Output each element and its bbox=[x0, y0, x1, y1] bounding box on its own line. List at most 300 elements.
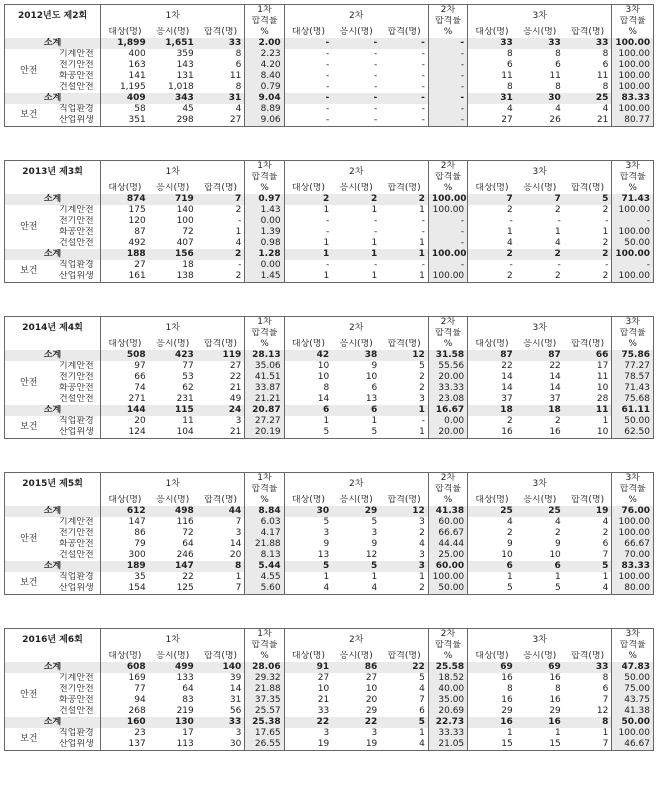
value-cell: 6 bbox=[602, 684, 609, 694]
table-row bbox=[5, 60, 654, 71]
value-cell: 10 bbox=[284, 361, 332, 372]
value-cell: 6 bbox=[602, 539, 609, 549]
table-row bbox=[5, 115, 654, 127]
value-cell: 116 bbox=[176, 517, 194, 527]
value-cell: 41.38 bbox=[428, 506, 467, 517]
value-cell: 16 bbox=[468, 717, 516, 728]
row-label: 전기안전 bbox=[58, 684, 94, 694]
rate-unit: % bbox=[428, 495, 467, 506]
subtotal-row bbox=[5, 38, 654, 49]
value-cell: - bbox=[428, 60, 467, 71]
column-header: 대상(명) bbox=[284, 339, 332, 350]
value-cell: 2 bbox=[555, 205, 561, 215]
rate-unit: % bbox=[612, 339, 654, 350]
rate-unit: % bbox=[428, 339, 467, 350]
value-cell: 3 bbox=[419, 394, 425, 404]
value-cell: 104 bbox=[149, 427, 197, 439]
row-label: 기계안전 bbox=[58, 49, 94, 59]
value-cell: 21.21 bbox=[245, 394, 284, 405]
row-label: 직업환경 bbox=[58, 728, 94, 738]
value-cell: 26.55 bbox=[245, 739, 284, 751]
value-cell: 2 bbox=[419, 383, 425, 393]
value-cell: 49 bbox=[229, 394, 242, 404]
column-header: 합격(명) bbox=[387, 651, 421, 661]
value-cell: 12 bbox=[380, 350, 428, 361]
row-label: 직업환경 bbox=[58, 416, 94, 426]
value-cell: 100.00 bbox=[428, 205, 467, 216]
round2-header: 2차 bbox=[284, 5, 428, 28]
value-cell: 10 bbox=[284, 372, 332, 383]
value-cell: 56 bbox=[229, 706, 242, 716]
value-cell: 22 bbox=[549, 361, 561, 371]
table-row bbox=[5, 71, 654, 82]
value-cell: 8 bbox=[284, 383, 332, 394]
value-cell: 2 bbox=[602, 238, 609, 248]
value-cell: 33 bbox=[284, 706, 332, 717]
table-row bbox=[5, 539, 654, 550]
value-cell: 37 bbox=[549, 394, 561, 404]
value-cell: 66.67 bbox=[428, 528, 467, 539]
value-cell: 35.06 bbox=[245, 361, 284, 372]
value-cell: 23.08 bbox=[428, 394, 467, 405]
value-cell: 1 bbox=[284, 416, 332, 427]
value-cell: - bbox=[428, 93, 467, 104]
value-cell: 8 bbox=[602, 82, 609, 92]
value-cell: 50.00 bbox=[612, 717, 654, 728]
value-cell: 5 bbox=[371, 517, 378, 527]
value-cell: 15 bbox=[468, 739, 516, 751]
value-cell: 4 bbox=[235, 104, 242, 114]
row-label: 화공안전 bbox=[58, 695, 94, 705]
block-title: 2015년 제5회 bbox=[5, 473, 101, 496]
value-cell: 1 bbox=[371, 572, 378, 582]
value-cell: 137 bbox=[101, 739, 149, 751]
column-header: 합격(명) bbox=[203, 183, 238, 193]
value-cell: 612 bbox=[101, 506, 149, 517]
year-table bbox=[4, 628, 654, 751]
round3-rate-label: 합격률 bbox=[612, 328, 654, 339]
value-cell: 14 bbox=[549, 372, 561, 382]
value-cell: 268 bbox=[101, 706, 149, 717]
row-label: 소계 bbox=[5, 561, 101, 572]
column-header: 대상(명) bbox=[101, 339, 149, 350]
round3-rate-label: 합격률 bbox=[612, 172, 654, 183]
value-cell: 343 bbox=[149, 93, 197, 104]
value-cell: 1 bbox=[419, 238, 425, 248]
value-cell: 5.44 bbox=[245, 561, 284, 572]
value-cell: 41.51 bbox=[245, 372, 284, 383]
value-cell: 16 bbox=[549, 695, 561, 705]
value-cell: 11 bbox=[596, 71, 609, 81]
value-cell: 25.58 bbox=[428, 662, 467, 673]
rate-unit: % bbox=[245, 651, 284, 662]
value-cell: 2 bbox=[468, 205, 516, 216]
value-cell: 2 bbox=[284, 194, 332, 205]
value-cell: 20 bbox=[365, 695, 378, 705]
column-header: 합격(명) bbox=[571, 495, 605, 505]
column-header: 대상(명) bbox=[468, 651, 516, 662]
round1-header: 1차 bbox=[101, 161, 245, 184]
value-cell: 2 bbox=[419, 528, 425, 538]
value-cell: 1 bbox=[468, 572, 516, 583]
value-cell: - bbox=[284, 227, 332, 238]
value-cell: 5 bbox=[516, 583, 564, 595]
value-cell: 22.73 bbox=[428, 717, 467, 728]
value-cell: 100.00 bbox=[612, 227, 654, 238]
value-cell: 8 bbox=[555, 82, 561, 92]
row-label: 소계 bbox=[5, 506, 101, 517]
table-row bbox=[5, 394, 654, 405]
value-cell: 100.00 bbox=[612, 572, 654, 583]
value-cell: 5 bbox=[564, 561, 612, 572]
table-row bbox=[5, 517, 654, 528]
round3-header: 3차 bbox=[468, 629, 612, 652]
value-cell: 16 bbox=[468, 673, 516, 684]
value-cell: 3 bbox=[284, 728, 332, 739]
value-cell: - bbox=[332, 115, 380, 127]
value-cell: - bbox=[284, 60, 332, 71]
value-cell: - bbox=[284, 115, 332, 127]
value-cell: - bbox=[612, 260, 654, 271]
value-cell: 0.98 bbox=[245, 238, 284, 249]
round1-rate-header: 1차 bbox=[245, 5, 284, 17]
value-cell: 175 bbox=[101, 205, 149, 216]
subtotal-row bbox=[5, 662, 654, 673]
value-cell: - bbox=[374, 82, 378, 92]
value-cell: 37.35 bbox=[245, 695, 284, 706]
value-cell: 1 bbox=[555, 728, 561, 738]
value-cell: 86 bbox=[332, 662, 380, 673]
row-label: 건설안전 bbox=[58, 706, 94, 716]
value-cell: 26 bbox=[516, 115, 564, 127]
value-cell: 20.19 bbox=[245, 427, 284, 439]
value-cell: 18 bbox=[468, 405, 516, 416]
value-cell: 498 bbox=[149, 506, 197, 517]
value-cell: 23 bbox=[101, 728, 149, 739]
value-cell: 66 bbox=[101, 372, 149, 383]
round3-rate-header: 3차 bbox=[612, 317, 654, 329]
value-cell: 18 bbox=[182, 260, 194, 270]
value-cell: 7 bbox=[197, 583, 245, 595]
value-cell: 1 bbox=[602, 227, 609, 237]
rate-unit: % bbox=[245, 339, 284, 350]
table-row bbox=[5, 695, 654, 706]
round3-rate-header: 3차 bbox=[612, 629, 654, 641]
value-cell: 25.57 bbox=[245, 706, 284, 717]
value-cell: 8 bbox=[235, 82, 242, 92]
value-cell: - bbox=[284, 71, 332, 82]
row-label: 기계안전 bbox=[58, 517, 94, 527]
value-cell: 100.00 bbox=[428, 271, 467, 283]
group-label: 안전 bbox=[5, 205, 53, 249]
rate-unit: % bbox=[612, 183, 654, 194]
value-cell: 66.67 bbox=[612, 539, 654, 550]
value-cell: 28.06 bbox=[245, 662, 284, 673]
round2-rate-header: 2차 bbox=[428, 629, 467, 641]
value-cell: 22 bbox=[468, 361, 516, 372]
value-cell: 47.83 bbox=[612, 662, 654, 673]
value-cell: 60.00 bbox=[428, 517, 467, 528]
value-cell: 2 bbox=[197, 249, 245, 260]
value-cell: 24 bbox=[197, 405, 245, 416]
value-cell: 9 bbox=[284, 539, 332, 550]
value-cell: 10 bbox=[365, 372, 378, 382]
subtotal-row bbox=[5, 194, 654, 205]
value-cell: 4 bbox=[468, 517, 516, 528]
value-cell: 13 bbox=[365, 394, 378, 404]
value-cell: - bbox=[421, 260, 425, 270]
round3-rate-header: 3차 bbox=[612, 161, 654, 173]
value-cell: 9 bbox=[371, 539, 378, 549]
column-header: 합격(명) bbox=[203, 651, 238, 661]
column-header: 합격(명) bbox=[203, 339, 238, 349]
value-cell: 160 bbox=[101, 717, 149, 728]
value-cell: 22 bbox=[380, 662, 428, 673]
value-cell: - bbox=[374, 260, 378, 270]
value-cell: 18 bbox=[516, 405, 564, 416]
round2-rate-header: 2차 bbox=[428, 473, 467, 485]
value-cell: 3 bbox=[235, 728, 242, 738]
column-header: 대상(명) bbox=[101, 495, 149, 506]
row-label: 기계안전 bbox=[58, 361, 94, 371]
row-label: 건설안전 bbox=[58, 394, 94, 404]
value-cell: 21 bbox=[229, 383, 242, 393]
value-cell: 91 bbox=[284, 662, 332, 673]
value-cell: 6 bbox=[419, 706, 425, 716]
value-cell: - bbox=[605, 260, 609, 270]
value-cell: 1 bbox=[371, 238, 378, 248]
value-cell: 16.67 bbox=[428, 405, 467, 416]
value-cell: 87 bbox=[468, 350, 516, 361]
value-cell: 8 bbox=[468, 49, 516, 60]
round3-header: 3차 bbox=[468, 473, 612, 496]
column-header: 응시(명) bbox=[156, 495, 190, 505]
value-cell: 7 bbox=[602, 550, 609, 560]
value-cell: 33 bbox=[564, 38, 612, 49]
value-cell: 169 bbox=[101, 673, 149, 684]
subtotal-row bbox=[5, 350, 654, 361]
value-cell: 21 bbox=[197, 427, 245, 439]
value-cell: 7 bbox=[419, 695, 425, 705]
value-cell: - bbox=[284, 104, 332, 115]
value-cell: 8 bbox=[555, 49, 561, 59]
value-cell: 5 bbox=[380, 717, 428, 728]
column-header: 합격(명) bbox=[387, 27, 421, 37]
table-row bbox=[5, 238, 654, 249]
row-label: 산업위생 bbox=[53, 271, 101, 283]
value-cell: 61.11 bbox=[612, 405, 654, 416]
table-row bbox=[5, 572, 654, 583]
value-cell: 14 bbox=[229, 539, 242, 549]
value-cell: 492 bbox=[101, 238, 149, 249]
value-cell: 31 bbox=[468, 93, 516, 104]
table-row bbox=[5, 583, 654, 595]
value-cell: - bbox=[428, 82, 467, 93]
value-cell: 44.44 bbox=[428, 539, 467, 550]
value-cell: 1 bbox=[284, 205, 332, 216]
table-row bbox=[5, 416, 654, 427]
value-cell: 29.32 bbox=[245, 673, 284, 684]
round1-rate-header: 1차 bbox=[245, 161, 284, 173]
value-cell: 33 bbox=[468, 38, 516, 49]
rate-unit: % bbox=[428, 651, 467, 662]
round2-rate-header: 2차 bbox=[428, 317, 467, 329]
value-cell: 20.69 bbox=[428, 706, 467, 717]
value-cell: 1.43 bbox=[245, 205, 284, 216]
value-cell: 1.28 bbox=[245, 249, 284, 260]
value-cell: 130 bbox=[149, 717, 197, 728]
value-cell: 6 bbox=[468, 60, 516, 71]
value-cell: 10 bbox=[284, 684, 332, 695]
table-row bbox=[5, 361, 654, 372]
column-header: 대상(명) bbox=[284, 495, 332, 506]
value-cell: 97 bbox=[101, 361, 149, 372]
row-label: 소계 bbox=[5, 194, 101, 205]
value-cell: 2 bbox=[468, 528, 516, 539]
value-cell: 2 bbox=[468, 249, 516, 260]
value-cell: 17 bbox=[596, 361, 609, 371]
column-header: 응시(명) bbox=[156, 27, 190, 37]
value-cell: - bbox=[380, 115, 428, 127]
value-cell: 188 bbox=[101, 249, 149, 260]
value-cell: 7 bbox=[564, 739, 612, 751]
block-title: 2013년 제3회 bbox=[5, 161, 101, 184]
column-header: 응시(명) bbox=[156, 339, 190, 349]
group-label: 안전 bbox=[5, 673, 53, 717]
column-header: 대상(명) bbox=[468, 183, 516, 194]
value-cell: - bbox=[421, 82, 425, 92]
value-cell: 1 bbox=[380, 427, 428, 439]
value-cell: 80.77 bbox=[612, 115, 654, 127]
value-cell: 8 bbox=[564, 717, 612, 728]
group-label: 보건 bbox=[5, 416, 53, 439]
value-cell: 75.68 bbox=[612, 394, 654, 405]
column-header: 대상(명) bbox=[101, 651, 149, 662]
value-cell: 100.00 bbox=[612, 728, 654, 739]
value-cell: - bbox=[428, 104, 467, 115]
value-cell: 14 bbox=[468, 372, 516, 383]
value-cell: 10 bbox=[596, 383, 609, 393]
value-cell: 66 bbox=[564, 350, 612, 361]
value-cell: 4.17 bbox=[245, 528, 284, 539]
value-cell: 22 bbox=[229, 372, 242, 382]
table-row bbox=[5, 383, 654, 394]
value-cell: - bbox=[557, 216, 561, 226]
value-cell: 31 bbox=[197, 93, 245, 104]
value-cell: 423 bbox=[149, 350, 197, 361]
value-cell: 22 bbox=[284, 717, 332, 728]
value-cell: - bbox=[428, 38, 467, 49]
column-header: 합격(명) bbox=[571, 183, 605, 193]
value-cell: 16 bbox=[468, 427, 516, 439]
round2-rate-label: 합격률 bbox=[428, 172, 467, 183]
value-cell: 12 bbox=[596, 706, 609, 716]
value-cell: - bbox=[380, 93, 428, 104]
value-cell: 100.00 bbox=[612, 38, 654, 49]
value-cell: 4 bbox=[468, 104, 516, 115]
row-label: 전기안전 bbox=[58, 60, 94, 70]
value-cell: 2 bbox=[468, 271, 516, 283]
round2-rate-label: 합격률 bbox=[428, 16, 467, 27]
value-cell: 13 bbox=[284, 550, 332, 561]
value-cell: 2.00 bbox=[245, 38, 284, 49]
value-cell: 45 bbox=[182, 104, 194, 114]
value-cell: 20 bbox=[229, 550, 242, 560]
value-cell: 14 bbox=[549, 383, 561, 393]
value-cell: 41.38 bbox=[612, 706, 654, 717]
value-cell: 5 bbox=[468, 583, 516, 595]
value-cell: 87 bbox=[101, 227, 149, 238]
value-cell: 100.00 bbox=[428, 572, 467, 583]
value-cell: 2 bbox=[332, 194, 380, 205]
block-title: 2014년 제4회 bbox=[5, 317, 101, 340]
value-cell: 15 bbox=[516, 739, 564, 751]
value-cell: 80.00 bbox=[612, 583, 654, 595]
value-cell: 1 bbox=[555, 572, 561, 582]
round3-rate-header: 3차 bbox=[612, 5, 654, 17]
column-header: 대상(명) bbox=[101, 183, 149, 194]
table-row bbox=[5, 528, 654, 539]
value-cell: 120 bbox=[101, 216, 149, 227]
value-cell: 144 bbox=[101, 405, 149, 416]
value-cell: 8.40 bbox=[245, 71, 284, 82]
group-label: 안전 bbox=[5, 49, 53, 93]
value-cell: 69 bbox=[468, 662, 516, 673]
value-cell: 4 bbox=[564, 583, 612, 595]
value-cell: 25 bbox=[468, 506, 516, 517]
value-cell: 6 bbox=[371, 383, 378, 393]
value-cell: 1 bbox=[284, 238, 332, 249]
rate-unit: % bbox=[245, 495, 284, 506]
value-cell: 100.00 bbox=[612, 49, 654, 60]
row-label: 건설안전 bbox=[58, 550, 94, 560]
value-cell: 39 bbox=[229, 673, 242, 683]
value-cell: 8 bbox=[555, 684, 561, 694]
value-cell: 55.56 bbox=[428, 361, 467, 372]
round3-rate-label: 합격률 bbox=[612, 484, 654, 495]
group-label: 보건 bbox=[5, 728, 53, 751]
value-cell: - bbox=[238, 216, 242, 226]
value-cell: 100 bbox=[176, 216, 194, 226]
value-cell: 5 bbox=[564, 194, 612, 205]
blank-cell bbox=[5, 27, 101, 38]
value-cell: 29 bbox=[468, 706, 516, 717]
block-title: 2012년도 제2회 bbox=[5, 5, 101, 28]
value-cell: 1 bbox=[332, 249, 380, 260]
value-cell: 3 bbox=[371, 728, 378, 738]
value-cell: 5 bbox=[284, 427, 332, 439]
column-header: 합격(명) bbox=[387, 495, 421, 505]
value-cell: 100.00 bbox=[612, 205, 654, 216]
value-cell: 4 bbox=[235, 238, 242, 248]
round2-rate-label: 합격률 bbox=[428, 640, 467, 651]
value-cell: 1,018 bbox=[168, 82, 194, 92]
column-header: 합격(명) bbox=[203, 495, 238, 505]
subtotal-row bbox=[5, 717, 654, 728]
round2-header: 2차 bbox=[284, 473, 428, 496]
row-label: 소계 bbox=[5, 93, 101, 104]
value-cell: - bbox=[374, 49, 378, 59]
group-label: 안전 bbox=[5, 361, 53, 405]
value-cell: - bbox=[421, 49, 425, 59]
value-cell: 246 bbox=[176, 550, 194, 560]
value-cell: 16 bbox=[516, 717, 564, 728]
value-cell: 119 bbox=[197, 350, 245, 361]
value-cell: 147 bbox=[101, 517, 149, 528]
value-cell: 1 bbox=[468, 728, 516, 739]
value-cell: 4.55 bbox=[245, 572, 284, 583]
value-cell: 38 bbox=[332, 350, 380, 361]
